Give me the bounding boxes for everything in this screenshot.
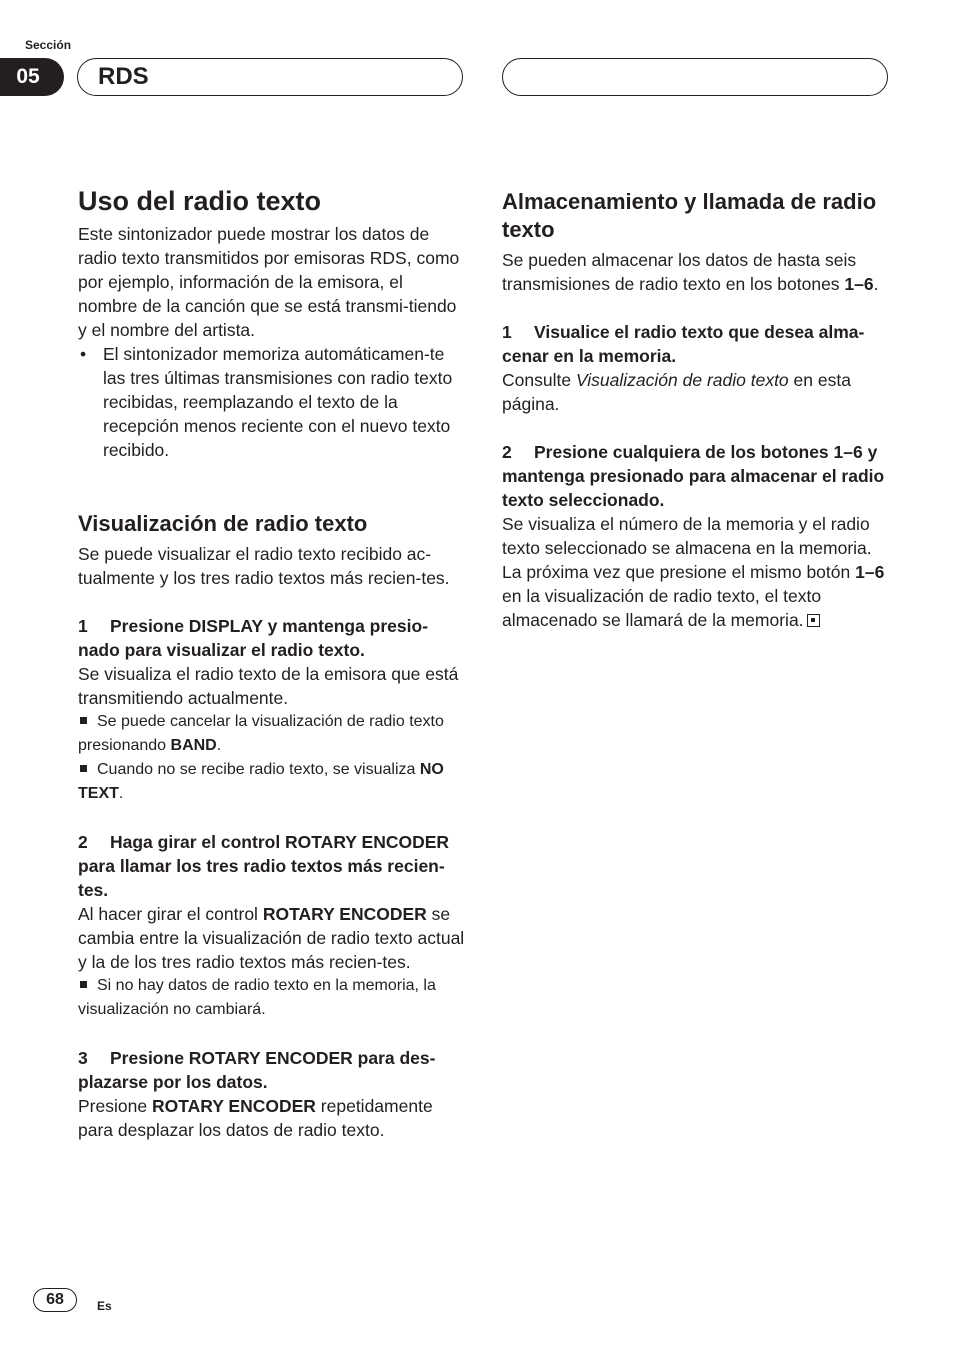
note-item: Cuando no se recibe radio texto, se visualiza NO TEXT. xyxy=(78,761,444,802)
viz-heading: Visualización de radio texto xyxy=(78,511,368,536)
step-number: 1 xyxy=(78,616,88,636)
storage-step-1-title: 1 Visualice el radio texto que desea alma-cenar en la memoria. xyxy=(502,322,865,366)
step-3-body: Presione ROTARY ENCODER repetidamente para desplazar los datos de radio texto. xyxy=(78,1096,433,1140)
storage-step-2-title: 2 Presione cualquiera de los botones 1–6 y mantenga presionado para almacenar el radio texto seleccionado. xyxy=(502,442,885,510)
subsection-title-box xyxy=(502,58,888,96)
page-title: Uso del radio texto xyxy=(78,186,322,216)
storage-step-2-body: Se visualiza el número de la memoria y el radio texto seleccionado se almacena en la memoria. xyxy=(502,514,872,558)
right-column xyxy=(502,188,890,632)
language-label: Es xyxy=(97,1299,112,1313)
section-number-tab: 05 xyxy=(0,58,64,96)
section-title: RDS xyxy=(98,63,149,90)
bullet-item: • El sintonizador memoriza automáticamen-te las tres últimas transmisiones con radio texto recibidas, reemplazando el texto de la recepción menos reciente con el nuevo texto recibido. xyxy=(78,342,466,462)
left-column xyxy=(78,185,466,1142)
note-item: Si no hay datos de radio texto en la memoria, la visualización no cambiará. xyxy=(78,977,436,1018)
step-1-title: 1 Presione DISPLAY y mantenga presio-nado para visualizar el radio texto. xyxy=(78,616,429,660)
note-item: Se puede cancelar la visualización de radio texto presionando BAND. xyxy=(78,713,444,754)
end-mark-icon xyxy=(807,614,820,627)
square-bullet-icon xyxy=(80,717,87,724)
step-2-title: 2 Haga girar el control ROTARY ENCODER para llamar los tres radio textos más recien-tes. xyxy=(78,832,450,900)
intro-paragraph: Este sintonizador puede mostrar los datos de radio texto transmitidos por emisoras RDS, como por ejemplo, información de la emisora, el nombre de la canción que se está transmi-tiendo y el nombre del artista. xyxy=(78,224,460,340)
step-number: 2 xyxy=(78,832,88,852)
viz-intro: Se puede visualizar el radio texto recibido ac-tualmente y los tres radio textos más recien-tes. xyxy=(78,544,450,588)
step-number: 3 xyxy=(78,1048,88,1068)
square-bullet-icon xyxy=(80,981,87,988)
section-label: Sección xyxy=(25,38,72,52)
square-bullet-icon xyxy=(80,765,87,772)
storage-step-2-body-2: La próxima vez que presione el mismo botón 1–6 en la visualización de radio texto, el texto almacenado se llamará de la memoria. xyxy=(502,562,885,630)
step-number: 1 xyxy=(502,322,512,342)
section-title-box xyxy=(77,58,463,96)
storage-intro: Se pueden almacenar los datos de hasta seis transmisiones de radio texto en los botones 1–6. xyxy=(502,250,879,294)
step-1-body: Se visualiza el radio texto de la emisora que está transmitiendo actualmente. xyxy=(78,664,459,708)
page-number: 68 xyxy=(33,1288,77,1312)
step-2-body: Al hacer girar el control ROTARY ENCODER se cambia entre la visualización de radio texto actual y la de los tres radio textos más recien-tes. xyxy=(78,904,465,972)
storage-step-1-body: Consulte Visualización de radio texto en esta página. xyxy=(502,370,851,414)
step-number: 2 xyxy=(502,442,512,462)
step-3-title: 3 Presione ROTARY ENCODER para des-plazarse por los datos. xyxy=(78,1048,436,1092)
storage-heading: Almacenamiento y llamada de radio texto xyxy=(502,189,877,242)
